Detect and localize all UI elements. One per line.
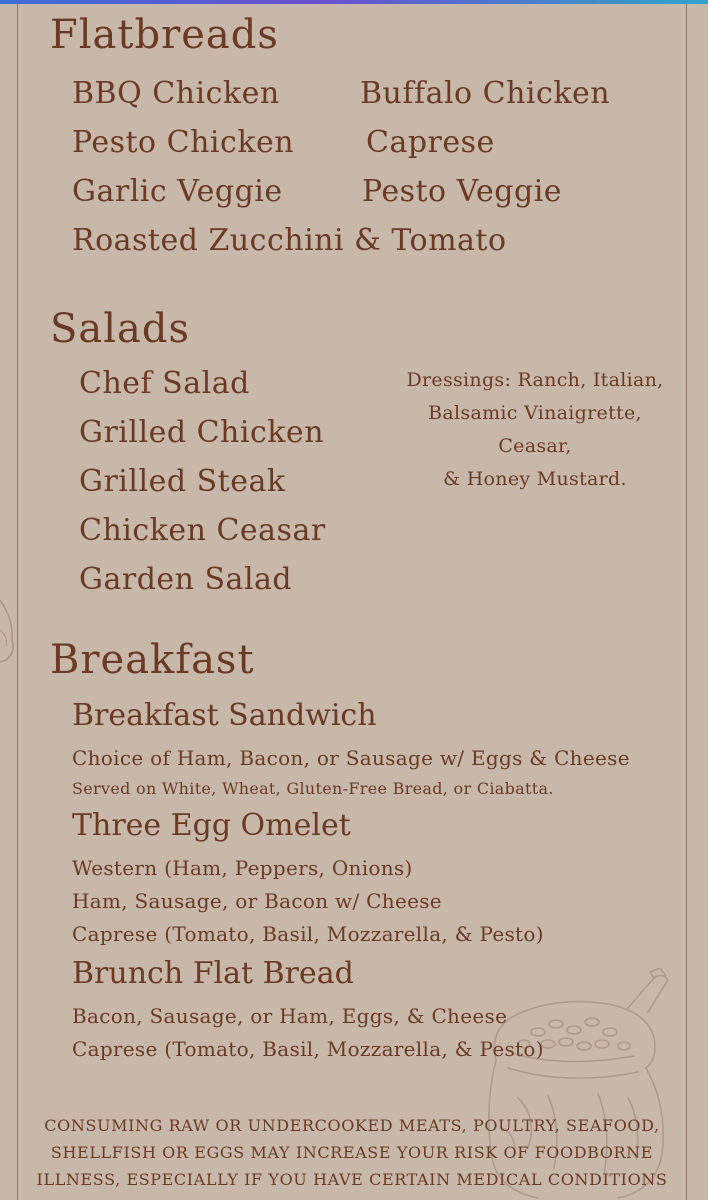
menu-item: BBQ Chicken	[72, 76, 280, 111]
menu-item: Buffalo Chicken	[360, 76, 611, 111]
omelet-option: Caprese (Tomato, Basil, Mozzarella, & Pesto)	[72, 922, 544, 946]
breakfast-sandwich-title: Breakfast Sandwich	[72, 698, 377, 733]
flatbreads-heading: Flatbreads	[50, 12, 279, 58]
menu-item: Grilled Steak	[79, 464, 286, 499]
dressings-line: Balsamic Vinaigrette,	[428, 402, 642, 424]
omelet-title: Three Egg Omelet	[72, 808, 351, 843]
brunch-option: Caprese (Tomato, Basil, Mozzarella, & Pesto)	[72, 1037, 544, 1061]
menu-item: Caprese	[366, 125, 495, 160]
menu-item: Pesto Veggie	[362, 174, 563, 209]
disclaimer-line: CONSUMING RAW OR UNDERCOOKED MEATS, POULTRY, SEAFOOD,	[44, 1116, 660, 1135]
disclaimer-line: SHELLFISH OR EGGS MAY INCREASE YOUR RISK OF FOODBORNE	[50, 1143, 654, 1162]
breakfast-sandwich-note: Served on White, Wheat, Gluten-Free Bread, or Ciabatta.	[72, 779, 554, 798]
breakfast-sandwich-desc: Choice of Ham, Bacon, or Sausage w/ Eggs & Cheese	[72, 746, 630, 770]
menu-item: Pesto Chicken	[72, 125, 295, 160]
omelet-option: Western (Ham, Peppers, Onions)	[72, 856, 413, 880]
menu-item: Roasted Zucchini & Tomato	[72, 223, 507, 258]
food-safety-disclaimer	[18, 1112, 686, 1193]
menu-item: Chicken Ceasar	[79, 513, 326, 548]
dressings-line: Dressings: Ranch, Italian,	[406, 369, 664, 391]
menu-item: Garlic Veggie	[72, 174, 283, 209]
menu-item: Garden Salad	[79, 562, 293, 597]
brunch-flatbread-title: Brunch Flat Bread	[72, 956, 354, 991]
dressings-line: & Honey Mustard.	[443, 468, 627, 490]
top-accent-bar	[0, 0, 708, 4]
breakfast-heading: Breakfast	[50, 637, 255, 683]
decorative-sketch-left	[0, 590, 20, 670]
menu-item: Chef Salad	[79, 366, 250, 401]
disclaimer-line: ILLNESS, ESPECIALLY IF YOU HAVE CERTAIN MEDICAL CONDITIONS	[36, 1170, 668, 1189]
brunch-option: Bacon, Sausage, or Ham, Eggs, & Cheese	[72, 1004, 508, 1028]
dressings-line: Ceasar,	[498, 435, 572, 457]
dressings-note	[390, 364, 680, 496]
menu-item: Grilled Chicken	[79, 415, 325, 450]
omelet-option: Ham, Sausage, or Bacon w/ Cheese	[72, 889, 442, 913]
salads-heading: Salads	[50, 306, 191, 352]
